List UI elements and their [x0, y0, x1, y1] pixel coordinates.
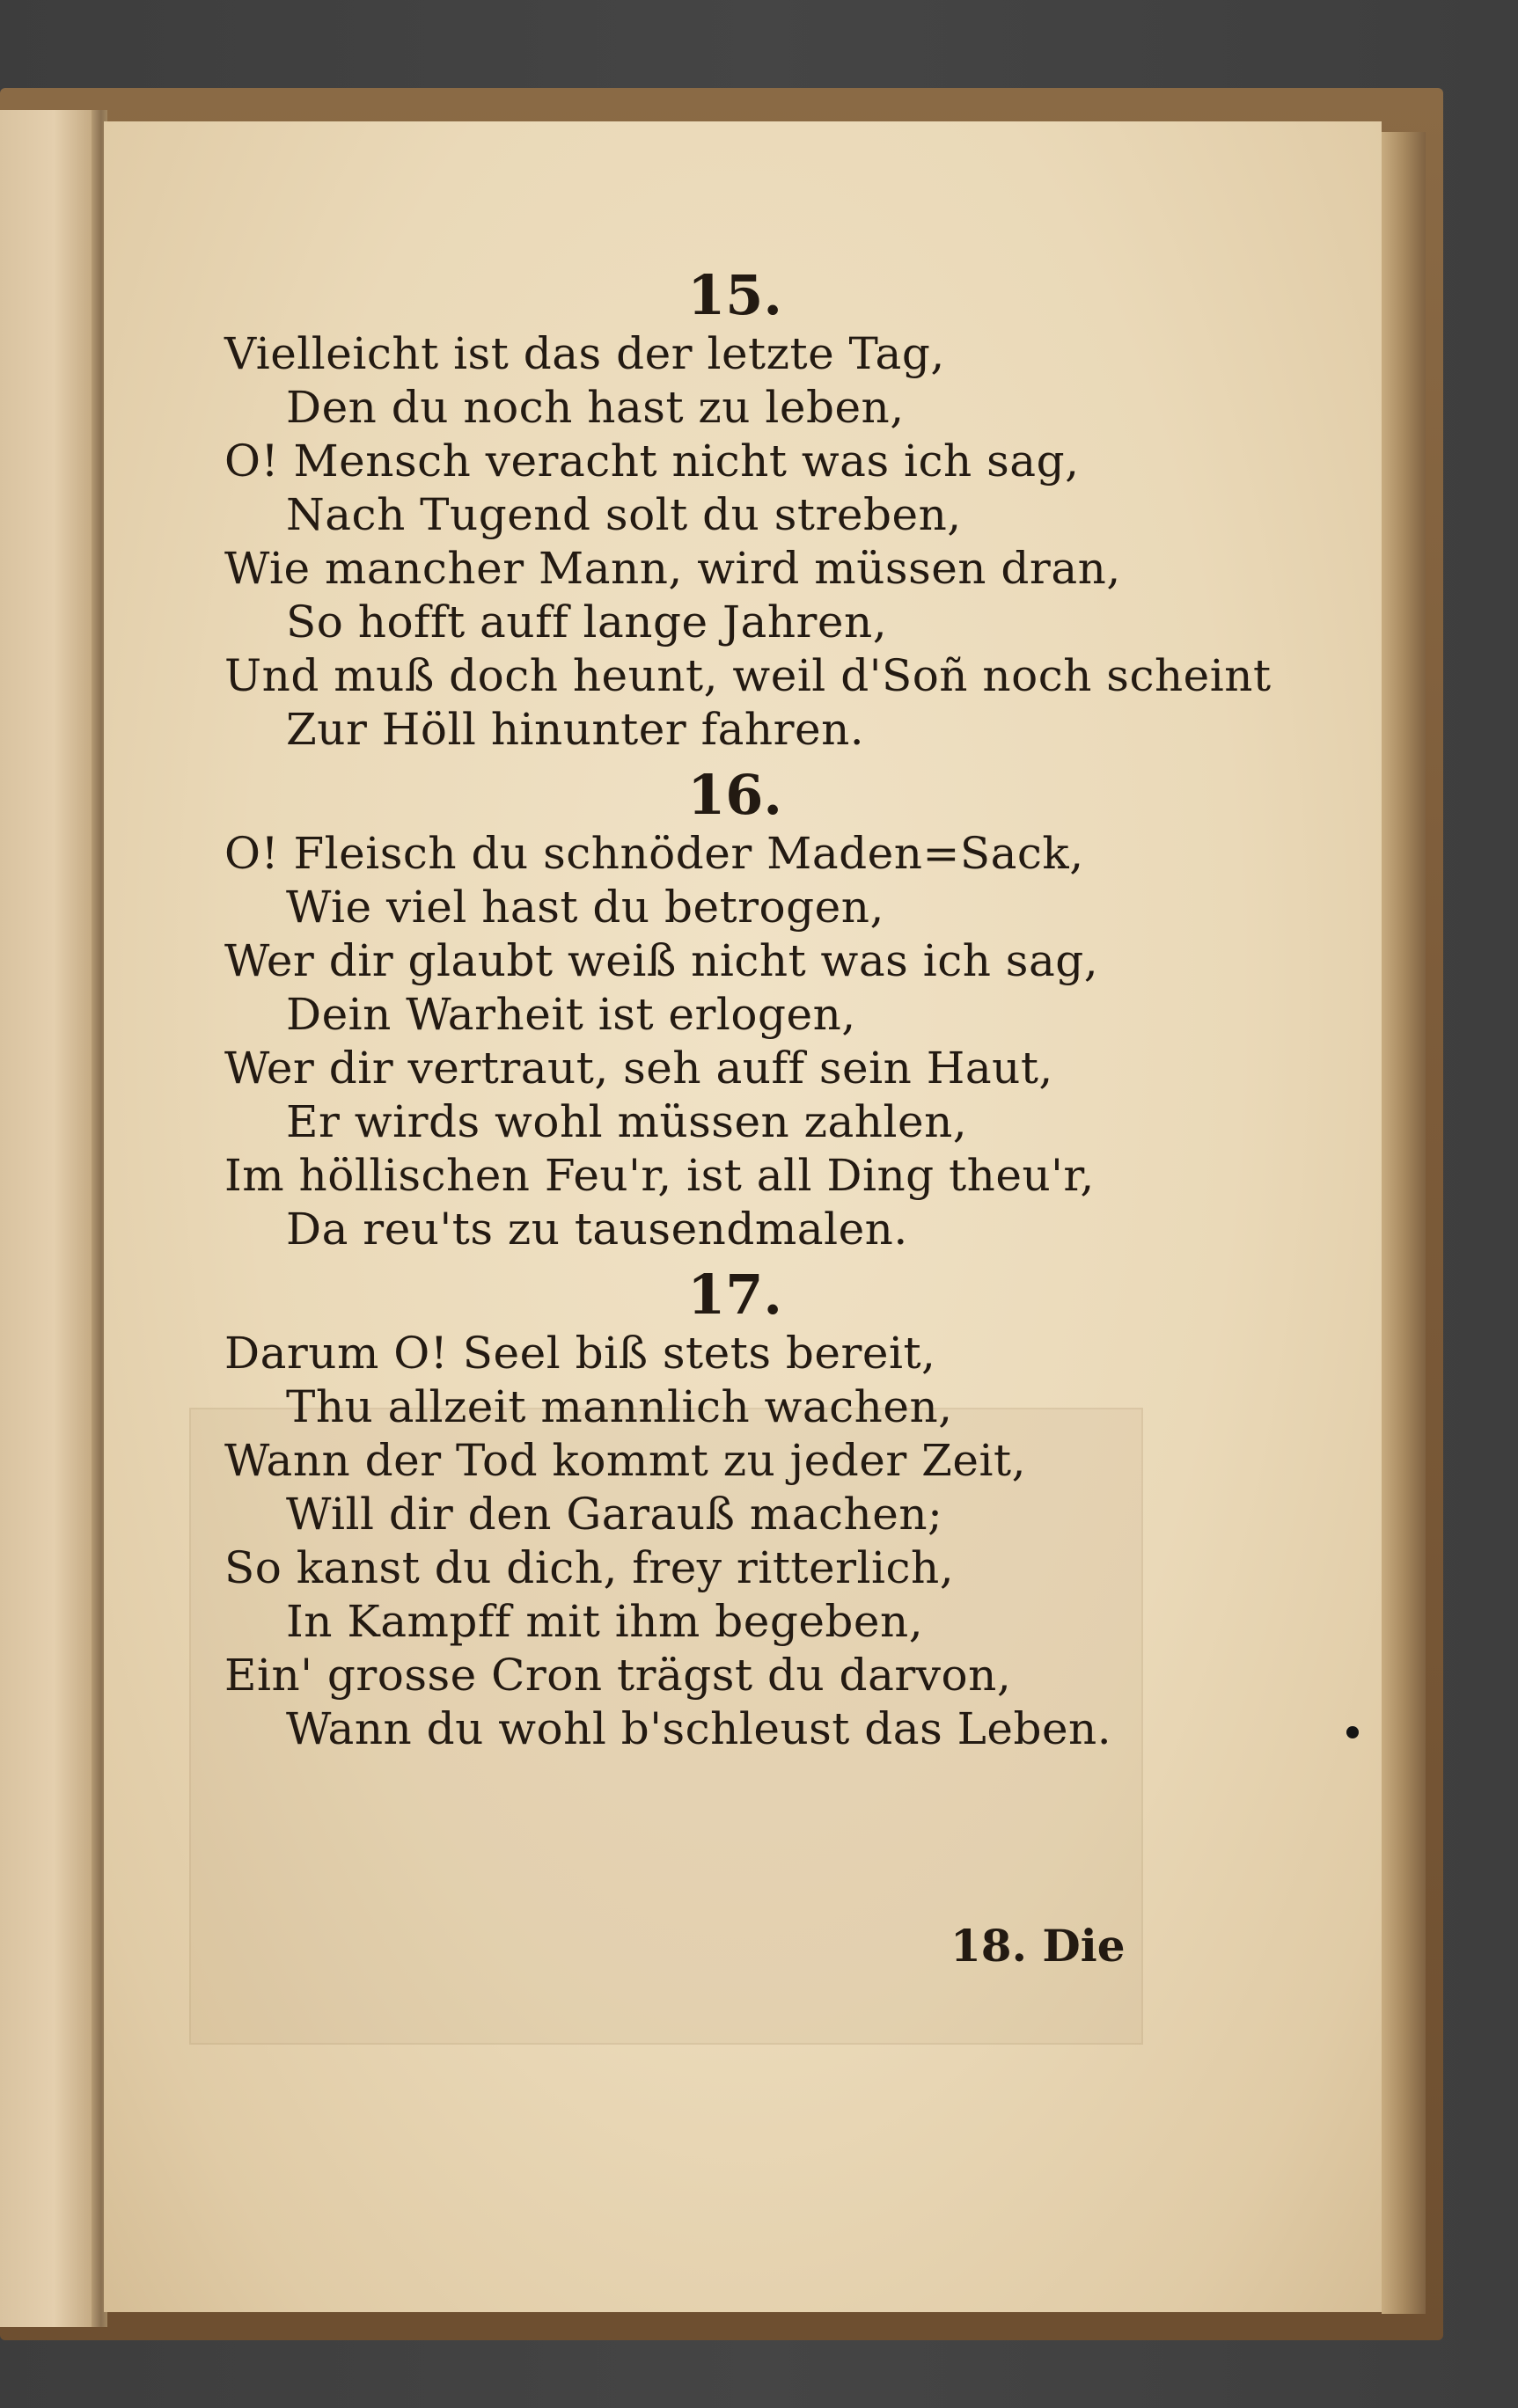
stanza-15	[224, 263, 1272, 757]
verse-line: Wer dir glaubt weiß nicht was ich sag,	[224, 935, 1099, 986]
stanza-number: 17.	[687, 1263, 782, 1327]
verse-line: So hofft auff lange Jahren,	[286, 597, 888, 648]
verse-line: Wie mancher Mann, wird müssen dran,	[224, 543, 1121, 594]
catchword: 18. Die	[950, 1920, 1126, 1972]
verse-line: In Kampff mit ihm begeben,	[286, 1596, 924, 1647]
verse-line: Darum O! Seel biß stets bereit,	[224, 1328, 936, 1379]
verse-line: Wer dir vertraut, seh auff sein Haut,	[224, 1043, 1053, 1094]
verse-line: Dein Warheit ist erlogen,	[286, 989, 856, 1040]
poem-text	[224, 263, 1272, 1756]
verse-line: O! Fleisch du schnöder Maden=Sack,	[224, 828, 1084, 879]
verse-line: Wann der Tod kommt zu jeder Zeit,	[224, 1435, 1026, 1486]
verse-line: Thu allzeit mannlich wachen,	[286, 1381, 953, 1432]
verse-line: Wie viel hast du betrogen,	[286, 882, 884, 933]
verse-line: Nach Tugend solt du streben,	[286, 489, 962, 540]
verse-line: Ein' grosse Cron trägst du darvon,	[224, 1650, 1012, 1701]
stanza-16	[224, 764, 1192, 1256]
verse-line: Zur Höll hinunter fahren.	[286, 704, 865, 755]
verse-line: Da reu'ts zu tausendmalen.	[286, 1204, 908, 1255]
stanza-number: 16.	[687, 763, 782, 827]
verse-line: Er wirds wohl müssen zahlen,	[286, 1096, 968, 1147]
verse-line: O! Mensch veracht nicht was ich sag,	[224, 435, 1080, 487]
page-fore-edge	[1382, 132, 1426, 2314]
verse-line: Vielleicht ist das der letzte Tag,	[224, 328, 945, 379]
verse-line: Den du noch hast zu leben,	[286, 382, 905, 433]
stanza-number: 15.	[687, 263, 782, 327]
verse-line: So kanst du dich, frey ritterlich,	[224, 1542, 955, 1593]
verse-line: Und muß doch heunt, weil d'Soñ noch scheint	[224, 650, 1272, 701]
stanza-17	[224, 1263, 1192, 1756]
verse-line: Im höllischen Feu'r, ist all Ding theu'r,	[224, 1150, 1095, 1201]
ink-spot	[1346, 1726, 1359, 1738]
verse-line: Will dir den Garauß machen;	[286, 1489, 943, 1540]
verse-line: Wann du wohl b'schleust das Leben.	[286, 1703, 1112, 1754]
left-page-edge	[0, 110, 99, 2327]
